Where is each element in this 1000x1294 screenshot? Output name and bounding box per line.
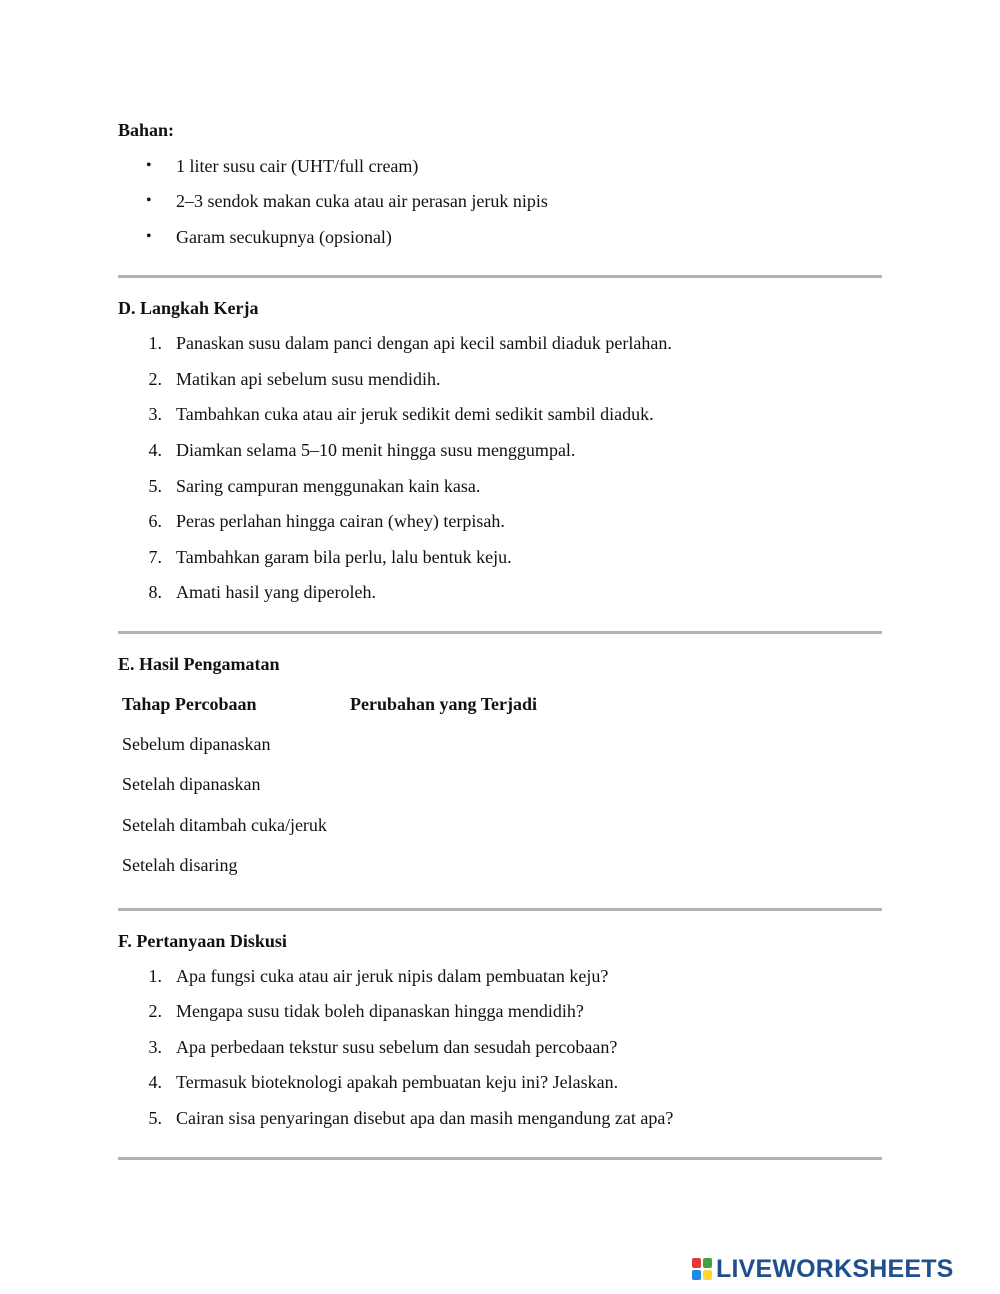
list-item	[118, 190, 882, 212]
list-item-text: Panaskan susu dalam panci dengan api kecil sambil diaduk perlahan.	[176, 333, 672, 353]
table-cell-tahap: Setelah ditambah cuka/jeruk	[122, 815, 327, 835]
table-cell-tahap: Sebelum dipanaskan	[122, 734, 271, 754]
list-item-text: Apa perbedaan tekstur susu sebelum dan sesudah percobaan?	[176, 1037, 618, 1057]
liveworksheets-logo-icon	[692, 1258, 712, 1280]
bullet-icon: •	[146, 157, 152, 174]
section-divider	[118, 631, 882, 634]
column-header-perubahan: Perubahan yang Terjadi	[350, 694, 538, 714]
list-item	[118, 581, 882, 603]
list-item	[118, 1071, 882, 1093]
list-item-text: Tambahkan garam bila perlu, lalu bentuk keju.	[176, 547, 512, 567]
list-number: 3.	[148, 404, 162, 424]
list-item	[118, 332, 882, 354]
table-cell-tahap: Setelah disaring	[122, 855, 238, 875]
bullet-icon: •	[146, 228, 152, 245]
list-item-text: Mengapa susu tidak boleh dipanaskan hingga mendidih?	[176, 1001, 584, 1021]
list-item-text: Diamkan selama 5–10 menit hingga susu menggumpal.	[176, 440, 576, 460]
list-number: 1.	[148, 333, 162, 353]
list-number: 6.	[148, 511, 162, 531]
column-header-tahap: Tahap Percobaan	[122, 694, 257, 714]
list-number: 5.	[148, 476, 162, 496]
section-divider	[118, 908, 882, 911]
list-number: 7.	[148, 547, 162, 567]
list-item	[118, 1107, 882, 1129]
list-item-text: Matikan api sebelum susu mendidih.	[176, 369, 441, 389]
list-item-text: Apa fungsi cuka atau air jeruk nipis dalam pembuatan keju?	[176, 966, 609, 986]
list-item	[118, 226, 882, 248]
list-item-text: Cairan sisa penyaringan disebut apa dan masih mengandung zat apa?	[176, 1108, 674, 1128]
section-divider	[118, 1157, 882, 1160]
list-number: 2.	[148, 1001, 162, 1021]
liveworksheets-brand	[692, 1255, 992, 1283]
list-number: 8.	[148, 582, 162, 602]
list-item	[118, 403, 882, 425]
list-item-text: Amati hasil yang diperoleh.	[176, 582, 376, 602]
list-item-text: 1 liter susu cair (UHT/full cream)	[176, 156, 419, 176]
list-item	[118, 439, 882, 461]
langkah-heading: D. Langkah Kerja	[118, 298, 259, 318]
list-item	[118, 510, 882, 532]
brand-wordmark: LIVEWORKSHEETS	[716, 1255, 954, 1283]
list-item	[118, 965, 882, 987]
list-number: 1.	[148, 966, 162, 986]
bahan-heading: Bahan:	[118, 120, 175, 140]
section-divider	[118, 275, 882, 278]
list-number: 2.	[148, 369, 162, 389]
list-item-text: Tambahkan cuka atau air jeruk sedikit demi sedikit sambil diaduk.	[176, 404, 654, 424]
list-number: 3.	[148, 1037, 162, 1057]
list-item	[118, 475, 882, 497]
hasil-heading: E. Hasil Pengamatan	[118, 654, 280, 674]
list-item	[118, 368, 882, 390]
list-item	[118, 155, 882, 177]
list-item-text: Peras perlahan hingga cairan (whey) terpisah.	[176, 511, 505, 531]
diskusi-heading: F. Pertanyaan Diskusi	[118, 931, 287, 951]
list-item-text: Garam secukupnya (opsional)	[176, 227, 392, 247]
list-item-text: Saring campuran menggunakan kain kasa.	[176, 476, 481, 496]
list-item-text: 2–3 sendok makan cuka atau air perasan jeruk nipis	[176, 191, 548, 211]
list-number: 5.	[148, 1108, 162, 1128]
list-item	[118, 1000, 882, 1022]
list-item	[118, 546, 882, 568]
list-number: 4.	[148, 1072, 162, 1092]
bullet-icon: •	[146, 192, 152, 209]
list-item-text: Termasuk bioteknologi apakah pembuatan keju ini? Jelaskan.	[176, 1072, 619, 1092]
list-item	[118, 1036, 882, 1058]
table-cell-tahap: Setelah dipanaskan	[122, 774, 261, 794]
list-number: 4.	[148, 440, 162, 460]
